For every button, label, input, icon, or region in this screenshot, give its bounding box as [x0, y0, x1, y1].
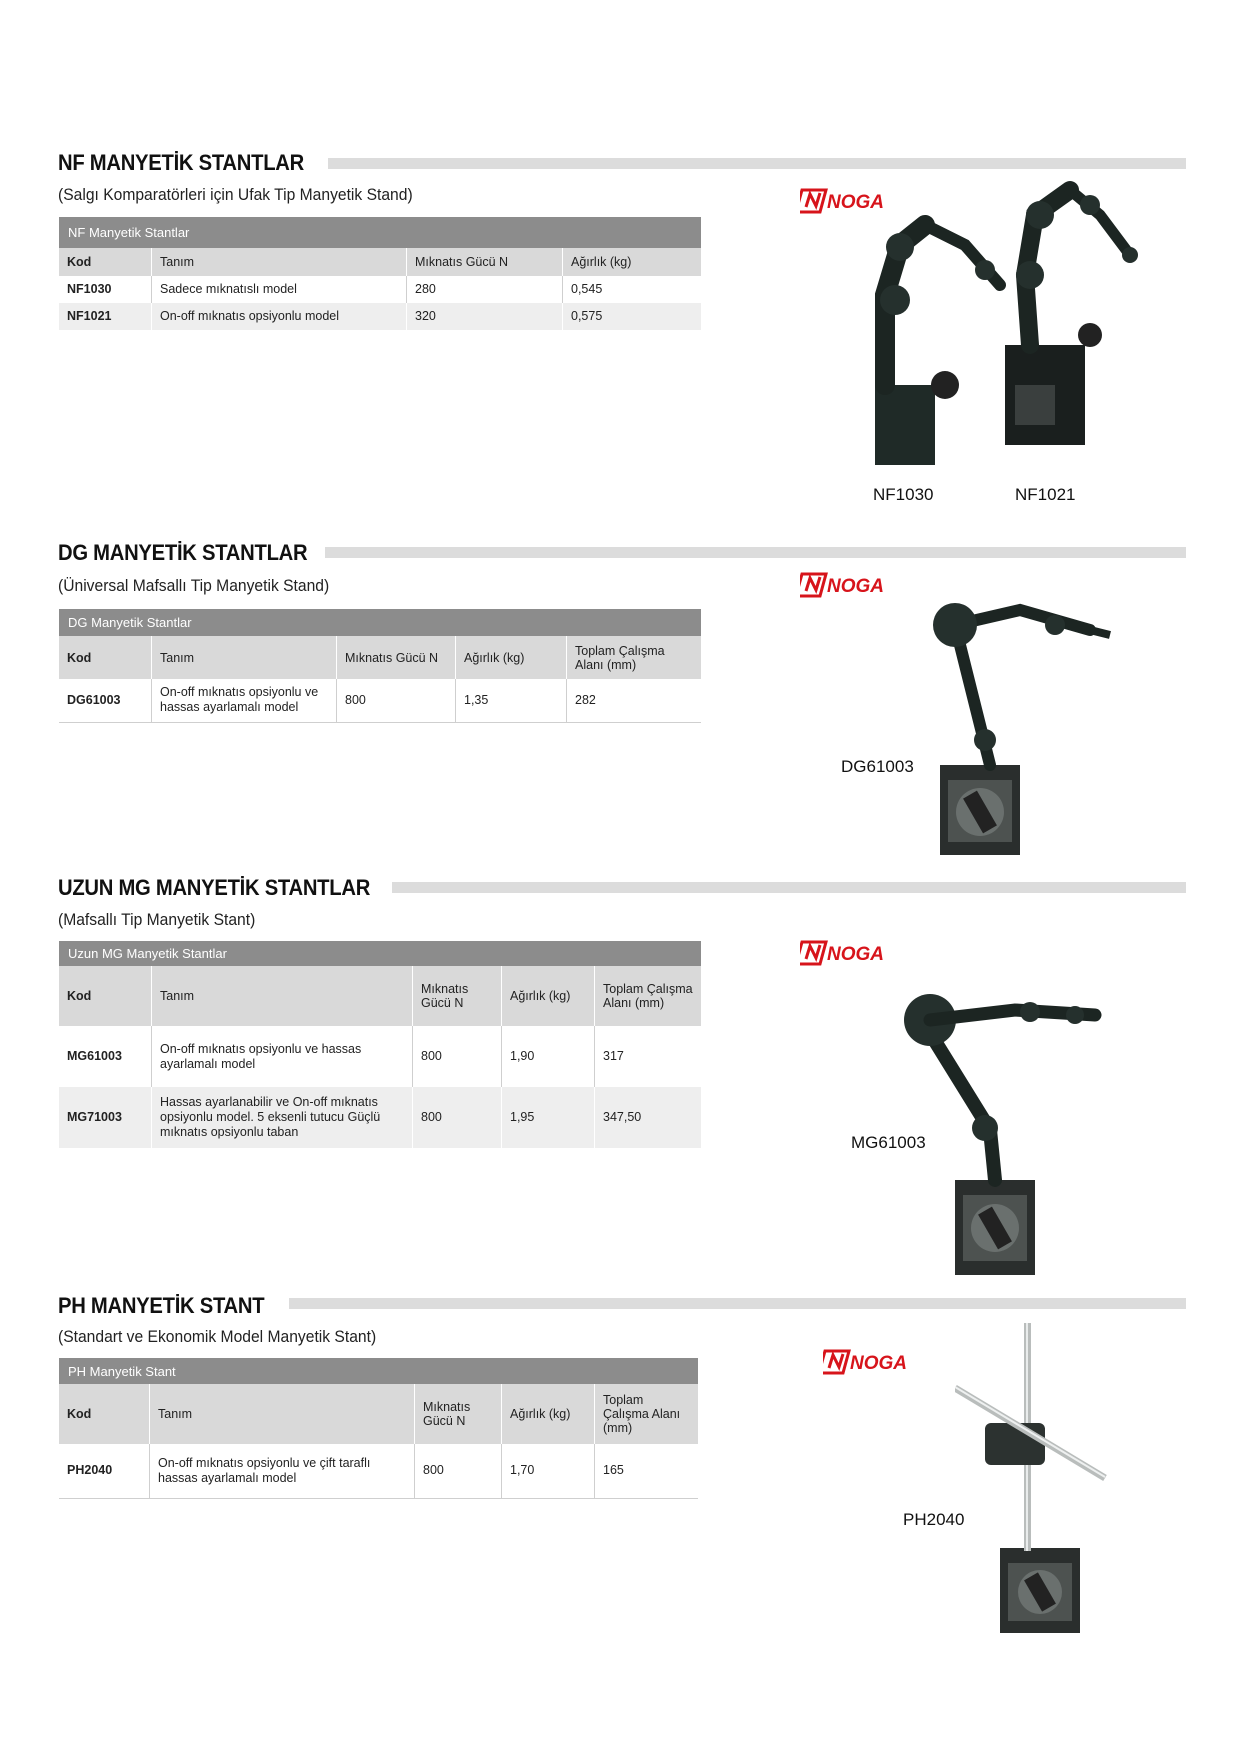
cell-magnet-force: 800	[413, 1087, 502, 1148]
cell-description: Hassas ayarlanabilir ve On-off mıknatıs opsiyonlu model. 5 eksenli tutucu Güçlü mıknatıs opsiyonlu taban	[152, 1087, 413, 1148]
cell-work-area: 165	[595, 1444, 699, 1498]
column-header: Tanım	[152, 636, 337, 679]
cell-work-area: 282	[567, 679, 702, 722]
section-divider-bar	[325, 547, 1186, 558]
table-row	[59, 1026, 701, 1087]
column-header: Ağırlık (kg)	[563, 248, 702, 276]
svg-text:NOGA: NOGA	[850, 1353, 907, 1374]
cell-magnet-force: 800	[413, 1026, 502, 1087]
section-subtitle: (Üniversal Mafsallı Tip Manyetik Stand)	[58, 576, 330, 595]
section-subtitle: (Standart ve Ekonomik Model Manyetik Stant)	[58, 1327, 377, 1346]
table-caption: Uzun MG Manyetik Stantlar	[59, 941, 701, 966]
cell-description: On-off mıknatıs opsiyonlu model	[152, 303, 407, 330]
section-title: NF MANYETİK STANTLAR	[58, 150, 304, 175]
cell-code: MG71003	[59, 1087, 152, 1148]
product-label: NF1021	[1015, 485, 1076, 504]
column-header: Kod	[59, 636, 152, 679]
product-label: NF1030	[873, 485, 934, 504]
cell-weight: 1,35	[456, 679, 567, 722]
svg-text:NOGA: NOGA	[827, 192, 884, 213]
cell-magnet-force: 320	[407, 303, 563, 330]
cell-code: PH2040	[59, 1444, 150, 1498]
cell-description: On-off mıknatıs opsiyonlu ve çift taraflı hassas ayarlamalı model	[150, 1444, 415, 1498]
cell-code: MG61003	[67, 1049, 122, 1063]
spec-table	[59, 609, 701, 723]
table-row	[59, 276, 701, 303]
column-header: Tanım	[150, 1384, 415, 1444]
spec-table	[59, 217, 701, 330]
section-divider-bar	[289, 1298, 1186, 1309]
column-header: Kod	[59, 248, 152, 276]
section-subtitle: (Salgı Komparatörleri için Ufak Tip Manyetik Stand)	[58, 185, 413, 204]
svg-text:NOGA: NOGA	[827, 944, 884, 965]
cell-magnet-force: 280	[407, 276, 563, 303]
cell-work-area: 317	[595, 1026, 702, 1087]
mg-stand-photo	[865, 980, 1125, 1280]
cell-work-area: 347,50	[595, 1087, 702, 1148]
cell-weight: 1,90	[502, 1026, 595, 1087]
cell-weight: 0,575	[563, 303, 702, 330]
noga-logo	[800, 936, 892, 968]
table-row	[59, 1444, 698, 1498]
cell-code: DG61003	[59, 679, 152, 722]
column-header: Toplam Çalışma Alanı (mm)	[595, 966, 702, 1026]
column-header: Kod	[59, 1384, 150, 1444]
dg-stand-photo	[860, 590, 1120, 860]
column-header: Tanım	[152, 248, 407, 276]
column-header: Ağırlık (kg)	[502, 1384, 595, 1444]
column-header: Tanım	[152, 966, 413, 1026]
table-row	[59, 1087, 701, 1148]
product-label: MG61003	[851, 1133, 926, 1152]
column-header: Toplam Çalışma Alanı (mm)	[595, 1384, 699, 1444]
column-header: Mıknatıs Gücü N	[407, 248, 563, 276]
column-header: Ağırlık (kg)	[502, 966, 595, 1026]
column-header: Kod	[59, 966, 152, 1026]
section-title: DG MANYETİK STANTLAR	[58, 540, 308, 565]
column-header: Mıknatıs Gücü N	[337, 636, 456, 679]
table-row	[59, 679, 701, 722]
nf-stands-photo	[825, 175, 1175, 475]
cell-description: On-off mıknatıs opsiyonlu ve hassas ayarlamalı model	[152, 679, 337, 722]
product-label: PH2040	[903, 1510, 965, 1529]
table-caption: DG Manyetik Stantlar	[59, 609, 701, 636]
noga-logo	[823, 1345, 915, 1377]
cell-weight: 1,95	[502, 1087, 595, 1148]
cell-weight: 0,545	[563, 276, 702, 303]
svg-text:NOGA: NOGA	[827, 576, 884, 597]
cell-code: NF1030	[67, 282, 112, 296]
table-caption: NF Manyetik Stantlar	[59, 217, 701, 248]
cell-description: Sadece mıknatıslı model	[152, 276, 407, 303]
table-row	[59, 303, 701, 330]
spec-table	[59, 941, 701, 1148]
column-header: Toplam Çalışma Alanı (mm)	[567, 636, 702, 679]
section-divider-bar	[328, 158, 1186, 169]
section-title: UZUN MG MANYETİK STANTLAR	[58, 875, 371, 900]
column-header: Ağırlık (kg)	[456, 636, 567, 679]
product-label: DG61003	[841, 757, 914, 776]
column-header: Mıknatıs Gücü N	[415, 1384, 502, 1444]
cell-magnet-force: 800	[337, 679, 456, 722]
table-caption: PH Manyetik Stant	[59, 1358, 698, 1384]
ph-stand-photo	[955, 1318, 1115, 1638]
spec-table	[59, 1358, 698, 1499]
section-divider-bar	[392, 882, 1186, 893]
cell-code: NF1021	[59, 303, 152, 330]
section-nf	[0, 0, 1241, 520]
cell-magnet-force: 800	[415, 1444, 502, 1498]
section-subtitle: (Mafsallı Tip Manyetik Stant)	[58, 910, 256, 929]
section-title: PH MANYETİK STANT	[58, 1293, 265, 1318]
cell-description: On-off mıknatıs opsiyonlu ve hassas ayarlamalı model	[152, 1026, 413, 1087]
cell-weight: 1,70	[502, 1444, 595, 1498]
column-header: Mıknatıs Gücü N	[413, 966, 502, 1026]
